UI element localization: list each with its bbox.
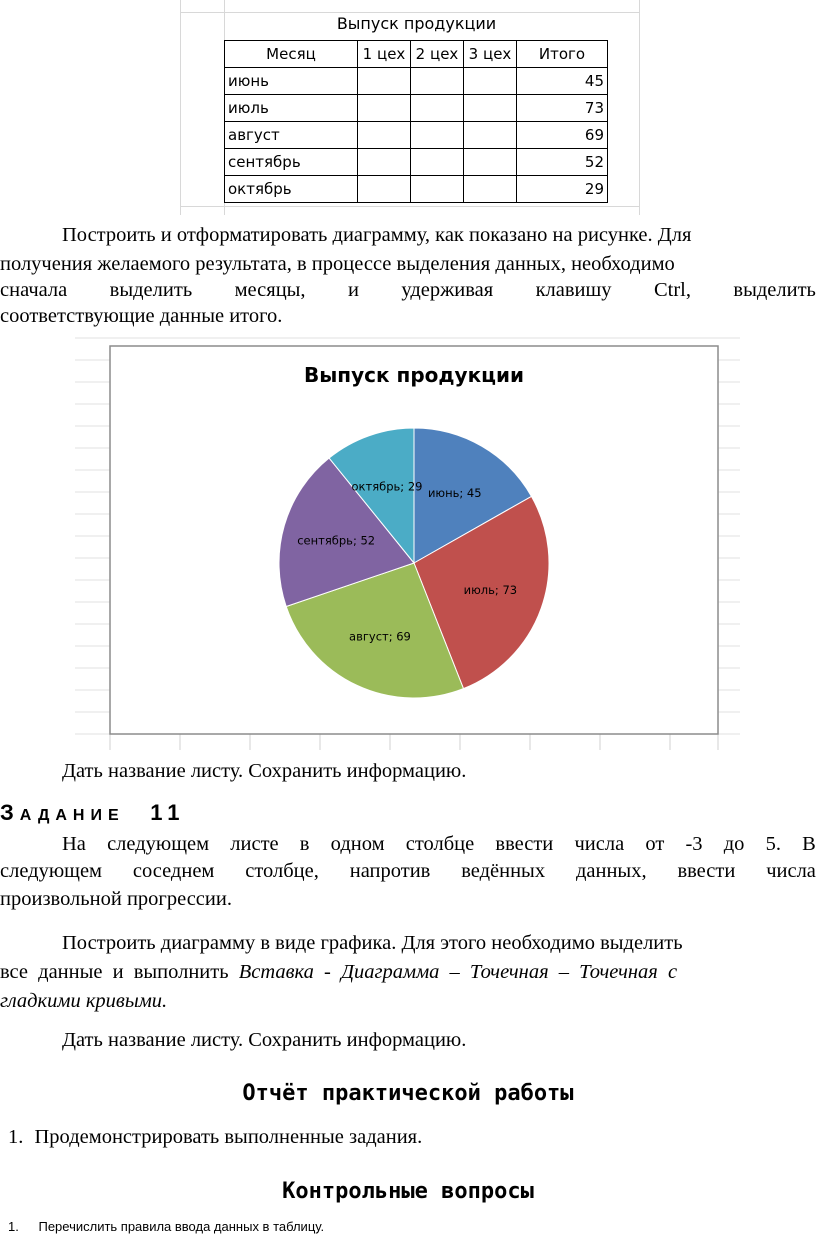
word: числа: [574, 833, 625, 855]
cell-month: октябрь: [225, 176, 358, 203]
list-text: Перечислить правила ввода данных в таблицу.: [38, 1219, 325, 1234]
header-shop-3: 3 цех: [464, 41, 517, 68]
word: столбце: [405, 833, 475, 855]
paragraph-line: все данные и выполнить: [0, 961, 229, 983]
word: ведённых: [461, 860, 546, 882]
cell-shop: [464, 68, 517, 95]
word: ввести: [495, 833, 554, 855]
word: сначала: [0, 279, 68, 301]
paragraph-line: произвольной прогрессии.: [0, 888, 232, 910]
cell-total: 52: [517, 149, 608, 176]
header-shop-2: 2 цех: [411, 41, 464, 68]
paragraph-save-2: Дать название листу. Сохранить информацию.: [62, 1029, 467, 1051]
pie-chart-figure: [75, 330, 740, 750]
word: напротив: [349, 860, 431, 882]
word: клавишу: [535, 279, 612, 301]
paragraph-task: [0, 833, 816, 914]
task-heading: [0, 800, 185, 826]
word: выделить: [733, 279, 816, 301]
word: следующем: [107, 833, 210, 855]
cell-shop: [464, 176, 517, 203]
cell-month: август: [225, 122, 358, 149]
paragraph-line-justified: [0, 860, 816, 883]
cell-total: 45: [517, 68, 608, 95]
question-list-item: [8, 1219, 324, 1234]
cell-total: 29: [517, 176, 608, 203]
cell-shop: [358, 68, 411, 95]
word: ввести: [677, 860, 736, 882]
pie-data-label: октябрь; 29: [351, 479, 423, 494]
cell-month: июль: [225, 95, 358, 122]
cell-shop: [464, 95, 517, 122]
header-total: Итого: [517, 41, 608, 68]
cell-shop: [358, 122, 411, 149]
word: соседнем: [132, 860, 215, 882]
word: следующем: [0, 860, 103, 882]
report-title: Отчёт практической работы: [242, 1081, 574, 1106]
table-header-row: [225, 41, 608, 68]
cell-total: 73: [517, 95, 608, 122]
header-shop-1: 1 цех: [358, 41, 411, 68]
paragraph-line: соответствующие данные итого.: [0, 305, 283, 327]
cell-shop: [411, 122, 464, 149]
cell-shop: [411, 149, 464, 176]
table-row: [225, 122, 608, 149]
table-row: [225, 95, 608, 122]
word: данных,: [575, 860, 647, 882]
paragraph-line: Построить и отформатировать диаграмму, как показано на рисунке. Для: [62, 224, 692, 246]
cell-shop: [464, 149, 517, 176]
chart-title: Выпуск продукции: [303, 363, 525, 387]
word: и: [347, 279, 359, 301]
list-number: 1.: [8, 1126, 24, 1148]
questions-title: Контрольные вопросы: [282, 1179, 534, 1204]
spreadsheet-excerpt: [180, 0, 640, 215]
cell-shop: [411, 68, 464, 95]
cell-month: июнь: [225, 68, 358, 95]
word: месяцы,: [234, 279, 306, 301]
cell-shop: [358, 95, 411, 122]
task-heading-word: АДАНИЕ: [19, 807, 125, 824]
word: -3: [685, 833, 703, 855]
menu-path-italic: Вставка - Диаграмма – Точечная – Точечная с: [238, 961, 678, 983]
production-table: [224, 40, 608, 203]
task-heading-initial: З: [0, 800, 20, 825]
word: Ctrl,: [653, 279, 691, 301]
word: В: [802, 833, 816, 855]
pie-data-label: июль; 73: [463, 583, 518, 598]
cell-total: 69: [517, 122, 608, 149]
word: листе: [230, 833, 279, 855]
word: удерживая: [401, 279, 494, 301]
word: На: [62, 833, 86, 855]
pie-data-label: июнь; 45: [427, 486, 482, 501]
report-list-item: [8, 1123, 808, 1152]
pie-chart: [75, 330, 740, 750]
table-row: [225, 68, 608, 95]
word: одном: [330, 833, 385, 855]
paragraph-chart-instructions: [0, 929, 816, 1016]
table-row: [225, 149, 608, 176]
task-heading-number: 11: [150, 800, 186, 825]
pie-data-label: август; 69: [349, 629, 411, 644]
pie-data-label: сентябрь; 52: [297, 533, 376, 548]
word: числа: [766, 860, 816, 882]
paragraph-save: Дать название листу. Сохранить информацию.: [62, 760, 467, 782]
paragraph-line-justified: [0, 279, 816, 302]
list-text: Продемонстрировать выполненные задания.: [34, 1126, 423, 1148]
paragraph-instructions: [0, 221, 816, 331]
cell-month: сентябрь: [225, 149, 358, 176]
table-title: Выпуск продукции: [336, 14, 497, 33]
cell-shop: [358, 149, 411, 176]
cell-shop: [358, 176, 411, 203]
table-row: [225, 176, 608, 203]
paragraph-line: получения желаемого результата, в процессе выделения данных, необходимо: [0, 253, 675, 275]
word: до: [723, 833, 745, 855]
word: столбце,: [245, 860, 319, 882]
paragraph-line: Построить диаграмму в виде графика. Для этого необходимо выделить: [62, 932, 683, 954]
header-month: Месяц: [225, 41, 358, 68]
list-number: 1.: [8, 1219, 19, 1234]
cell-shop: [411, 95, 464, 122]
word: от: [645, 833, 665, 855]
cell-shop: [464, 122, 517, 149]
paragraph-line-justified: [0, 833, 816, 856]
cell-shop: [411, 176, 464, 203]
word: выделить: [109, 279, 193, 301]
word: в: [299, 833, 310, 855]
menu-path-italic: гладкими кривыми.: [0, 990, 168, 1012]
word: 5.: [765, 833, 781, 855]
